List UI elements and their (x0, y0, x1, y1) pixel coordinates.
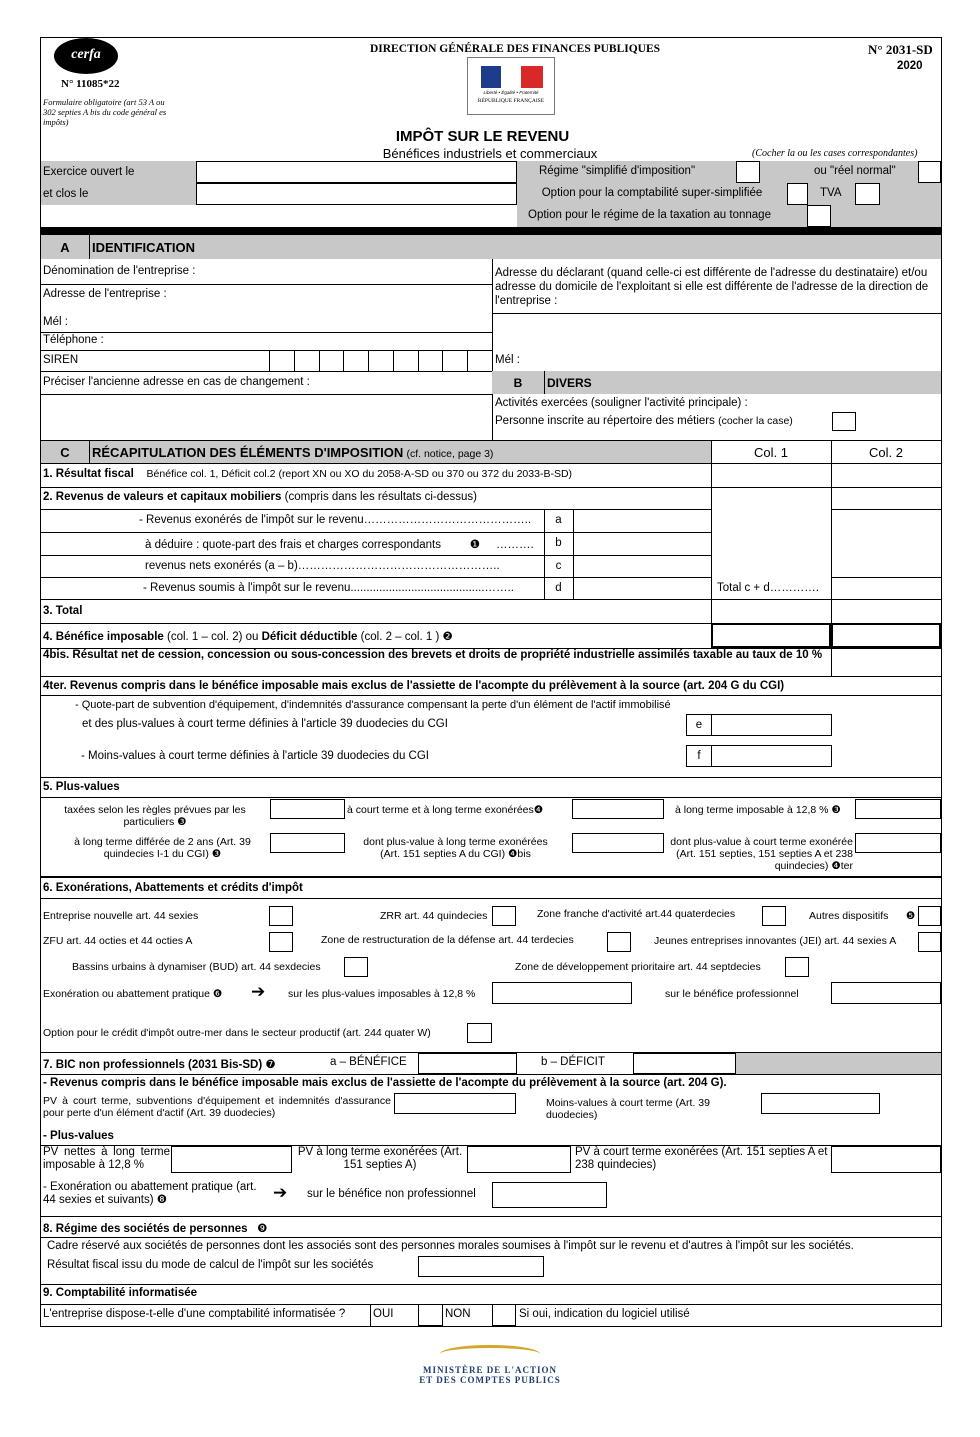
section6-title: 6. Exonérations, Abattements et crédits d'impôt (43, 882, 303, 894)
telephone-label: Téléphone : (43, 334, 104, 346)
siren-boxes[interactable] (269, 350, 492, 371)
section8-cadre: Cadre réservé aux sociétés de personnes dont les associés sont des personnes morales soumises à l'impôt sur le revenu et d'autres à l'impôt sur les sociétés. (47, 1240, 854, 1252)
non-checkbox[interactable] (492, 1304, 516, 1326)
r1-label: 1. Résultat fiscal Bénéfice col. 1, Déficit col.2 (report XN ou XO du 2058-A-SD ou 370 ou 372 du 2033-B-SD) (43, 468, 573, 480)
tva-label: TVA (820, 187, 842, 199)
section-b-title: DIVERS (547, 376, 592, 390)
benef-nonpro-label: sur le bénéfice non professionnel (307, 1188, 476, 1200)
r3-label: 3. Total (43, 605, 83, 617)
r4-col2-field[interactable] (831, 623, 941, 648)
benefice-field[interactable] (418, 1053, 517, 1074)
tva-checkbox[interactable] (855, 183, 880, 205)
r2-label: 2. Revenus de valeurs et capitaux mobiliers (compris dans les résultats ci-dessus) (43, 491, 477, 503)
pv-ct-exo-label: PV à court terme exonérées (Art. 151 septies A et 238 quindecies) (575, 1146, 828, 1171)
e3-label: Zone franche d'activité art.44 quaterdecies (537, 908, 736, 920)
pv-nettes-field[interactable] (171, 1146, 292, 1173)
r2b-label: à déduire : quote-part des frais et charges correspondants ❶ ………. (145, 539, 534, 551)
mv-ct-field[interactable] (761, 1093, 880, 1114)
r4ter-f-label: - Moins-values à court terme définies à l'article 39 duodecies du CGI (81, 750, 429, 762)
adresse-declarant-label: Adresse du déclarant (quand celle-ci est différente de l'adresse du destinataire) et/ou adresse du domicile de l'exploitant si elle est différente de l'adresse de la direction de l'entreprise : (495, 267, 929, 307)
repertoire-checkbox[interactable] (832, 412, 856, 431)
section-a-title: IDENTIFICATION (92, 240, 196, 255)
ministry-line1: MINISTÈRE DE L'ACTION (422, 1365, 558, 1375)
section7-title: 7. BIC non professionnels (2031 Bis-SD) ❼ (43, 1059, 276, 1071)
pv5-field[interactable] (572, 833, 664, 853)
letter-b: b (555, 537, 562, 549)
e4-label: Autres dispositifs ❺ (809, 910, 916, 922)
direction-title: DIRECTION GÉNÉRALE DES FINANCES PUBLIQUES (369, 43, 661, 55)
exo-label: - Exonération ou abattement pratique (art. 44 sexies et suivants) ❽ (43, 1181, 257, 1206)
logiciel-label: Si oui, indication du logiciel utilisé (519, 1308, 690, 1320)
e2-checkbox[interactable] (492, 906, 516, 926)
activites-label: Activités exercées (souligner l'activité principale) : (495, 397, 748, 409)
siren-label: SIREN (43, 354, 79, 366)
pv-lt-exo-label: PV à long terme exonérées (Art. 151 septies A) (297, 1146, 463, 1171)
col2-header: Col. 2 (869, 445, 903, 460)
e10-label: Exonération ou abattement pratique ❻ (43, 988, 223, 1000)
e5-checkbox[interactable] (269, 932, 293, 952)
page-title: IMPÔT SUR LE REVENU (395, 128, 570, 145)
exercice-field[interactable] (196, 161, 517, 183)
e8-label: Bassins urbains à dynamiser (BUD) art. 44 sexdecies (72, 961, 321, 973)
e5-label: ZFU art. 44 octies et 44 octies A (43, 935, 193, 947)
deficit-label: b – DÉFICIT (541, 1056, 605, 1068)
doc-number: N° 2031-SD (868, 42, 933, 57)
repertoire-label: Personne inscrite au répertoire des métiers (cocher la case) (495, 415, 793, 427)
section9-question: L'entreprise dispose-t-elle d'une comptabilité informatisée ? (43, 1308, 346, 1320)
e11-label: sur les plus-values imposables à 12,8 % (288, 988, 476, 1000)
e13-checkbox[interactable] (467, 1023, 492, 1043)
regime-simplifie-checkbox[interactable] (736, 161, 760, 183)
pv-ct-label: PV à court terme, subventions d'équipement et indemnités d'assurance pour perte d'un élément d'actif (Art. 39 duodecies) (43, 1095, 391, 1119)
r2d-label: - Revenus soumis à l'impôt sur le revenu..........................................…….. (143, 582, 514, 594)
ministry-logo-arc (440, 1345, 540, 1363)
regime-simplifie-label: Régime "simplifié d'imposition" (538, 165, 696, 177)
pv3-field[interactable] (855, 799, 941, 819)
r4ter-label: 4ter. Revenus compris dans le bénéfice imposable mais exclus de l'assiette de l'acompte du prélèvement à la source (art. 204 G du CGI) (43, 680, 785, 692)
e12-field[interactable] (831, 982, 941, 1004)
pv1-label: taxées selon les règles prévues par les particuliers ❸ (64, 804, 246, 828)
letter-a: a (555, 514, 562, 526)
e3-checkbox[interactable] (762, 906, 786, 926)
deficit-field[interactable] (633, 1053, 736, 1074)
super-simplifiee-checkbox[interactable] (787, 183, 808, 205)
e13-label: Option pour le crédit d'impôt outre-mer dans le secteur productif (art. 244 quater W) (43, 1027, 431, 1039)
r4ter-e-line1: - Quote-part de subvention d'équipement, d'indemnités d'assurance compensant la perte d'un élément de l'actif immobilisé (75, 699, 671, 711)
mv-ct-label: Moins-values à court terme (Art. 39 duodecies) (546, 1097, 710, 1121)
section7-pv-title: - Plus-values (43, 1130, 114, 1142)
col1-header: Col. 1 (754, 445, 788, 460)
mel-label: Mél : (43, 316, 68, 328)
e12-label: sur le bénéfice professionnel (665, 988, 799, 1000)
e6-checkbox[interactable] (607, 932, 631, 952)
arrow-icon-2: ➔ (273, 1183, 288, 1202)
r2c-label: revenus nets exonérés (a – b)…………………………………………….. (145, 560, 500, 572)
mandatory-note: Formulaire obligatoire (art 53 A ou 302 septies A bis du code général es impôts) (43, 97, 167, 127)
section-c-letter: C (60, 445, 70, 460)
e7-label: Jeunes entreprises innovantes (JEI) art. 44 sexies A (654, 935, 897, 947)
ancienne-adresse-label: Préciser l'ancienne adresse en cas de changement : (43, 376, 310, 388)
pv-ct-field[interactable] (394, 1093, 516, 1114)
clos-field[interactable] (196, 183, 517, 205)
r4bis-label: 4bis. Résultat net de cession, concession ou sous-concession des brevets et droits de propriété industrielle assimilés taxable au taux de 10 % (43, 649, 823, 661)
section9-title: 9. Comptabilité informatisée (43, 1287, 198, 1299)
r4ter-e-field[interactable] (711, 714, 832, 736)
pv4-label: à long terme différée de 2 ans (Art. 39 quindecies I-1 du CGI) ❸ (74, 836, 251, 860)
reel-normal-label: ou "réel normal" (814, 165, 896, 177)
r2a-label: - Revenus exonérés de l'impôt sur le revenu…………………………………….. (139, 514, 532, 526)
pv6-field[interactable] (855, 833, 941, 853)
form-number: N° 11085*22 (61, 78, 120, 90)
r4-col1-field[interactable] (711, 623, 831, 648)
super-simplifiee-label: Option pour la comptabilité super-simplifiée (541, 187, 763, 199)
cerfa-logo: cerfa (54, 38, 118, 74)
oui-checkbox[interactable] (418, 1304, 443, 1326)
section8-resultat: Résultat fiscal issu du mode de calcul de l'impôt sur les sociétés (47, 1259, 374, 1271)
letter-e-box: e (686, 714, 712, 736)
e11-field[interactable] (492, 982, 632, 1004)
pv4-field[interactable] (270, 833, 345, 853)
section-b-letter: B (513, 376, 523, 390)
section-c-title: RÉCAPITULATION DES ÉLÉMENTS D'IMPOSITION (cf. notice, page 3) (92, 445, 494, 460)
doc-year: 2020 (897, 60, 923, 72)
mel2-label: Mél : (495, 354, 520, 366)
letter-d: d (555, 582, 562, 594)
adresse-label: Adresse de l'entreprise : (43, 288, 167, 300)
total-cd-label: Total c + d…………. (717, 582, 819, 594)
ministry-line2: ET DES COMPTES PUBLICS (419, 1375, 561, 1385)
denomination-label: Dénomination de l'entreprise : (43, 265, 196, 277)
pv-ct-exo-field[interactable] (831, 1146, 941, 1173)
section-a-letter: A (60, 240, 70, 255)
non-label: NON (445, 1308, 471, 1320)
exercice-label: Exercice ouvert le (43, 166, 135, 178)
reel-normal-checkbox[interactable] (918, 161, 941, 183)
clos-label: et clos le (43, 188, 89, 200)
e8-checkbox[interactable] (344, 957, 368, 977)
page-subtitle: Bénéfices industriels et commerciaux (382, 146, 598, 161)
section8-title: 8. Régime des sociétés de personnes ❾ (43, 1223, 268, 1235)
r4ter-e-line2: et des plus-values à court terme définies à l'article 39 duodecies du CGI (82, 718, 448, 730)
pv-lt-exo-field[interactable] (467, 1146, 571, 1173)
pv-nettes-label: PV nettes à long terme imposable à 12,8 % (43, 1146, 170, 1171)
pv2-label: à court terme et à long terme exonérées❹ (347, 804, 544, 816)
tonnage-label: Option pour le régime de la taxation au tonnage (528, 209, 771, 221)
r4-label: 4. Bénéfice imposable (col. 1 – col. 2) ou Déficit déductible (col. 2 – col. 1 ) ❷ (43, 631, 453, 643)
e6-label: Zone de restructuration de la défense art. 44 terdecies (321, 934, 574, 946)
pv5-label: dont plus-value à long terme exonérées (Art. 151 septies A du CGI) ❹bis (363, 836, 548, 860)
benefice-label: a – BÉNÉFICE (330, 1056, 407, 1068)
pv1-field[interactable] (270, 799, 345, 819)
section5-title: 5. Plus-values (43, 781, 120, 793)
e9-label: Zone de développement prioritaire art. 44 septdecies (515, 961, 761, 973)
check-note: (Cocher la ou les cases correspondantes) (752, 148, 918, 159)
e1-checkbox[interactable] (269, 906, 293, 926)
republic-logo: Liberté • Égalité • Fraternité RÉPUBLIQUE FRANÇAISE (467, 57, 555, 115)
oui-label: OUI (373, 1308, 394, 1320)
e9-checkbox[interactable] (785, 957, 809, 977)
pv2-field[interactable] (572, 799, 664, 819)
e2-label: ZRR art. 44 quindecies (380, 910, 488, 922)
e4-checkbox[interactable] (918, 906, 941, 926)
benef-nonpro-field[interactable] (492, 1182, 607, 1208)
letter-f-box: f (686, 745, 712, 767)
section8-resultat-field[interactable] (418, 1256, 544, 1277)
letter-c: c (555, 560, 562, 572)
e7-checkbox[interactable] (918, 932, 941, 952)
e1-label: Entreprise nouvelle art. 44 sexies (43, 910, 199, 922)
pv6-label: dont plus-value à court terme exonérée (Art. 151 septies, 151 septies A et 238 quindecies) ❹ter (670, 836, 853, 872)
pv3-label: à long terme imposable à 12,8 % ❸ (675, 804, 841, 816)
arrow-icon: ➔ (251, 982, 266, 1001)
section7-rev-title: - Revenus compris dans le bénéfice imposable mais exclus de l'assiette de l'acompte du prélèvement à la source (art. 204 G). (43, 1077, 727, 1089)
tonnage-checkbox[interactable] (807, 205, 831, 227)
r4ter-f-field[interactable] (711, 745, 832, 767)
